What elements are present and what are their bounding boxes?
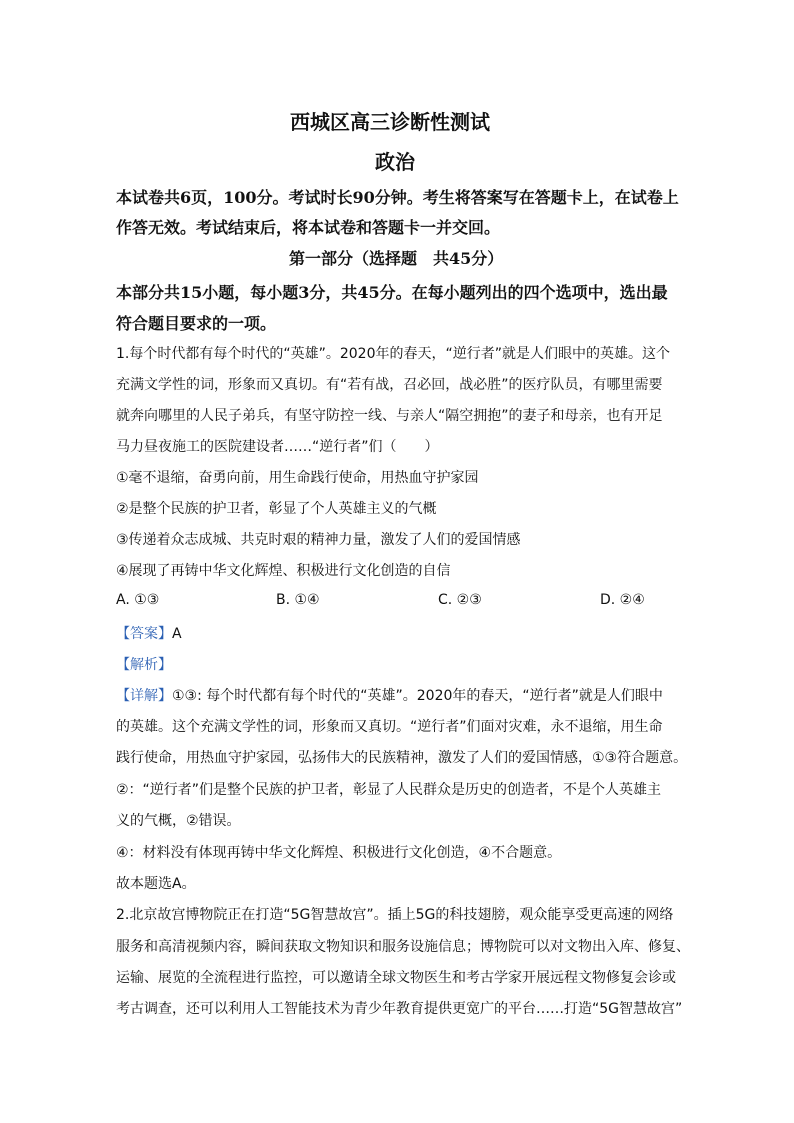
q1-statement-1: ①毫不退缩，奋勇向前，用生命践行使命，用热血守护家园 [116, 470, 479, 486]
exam-title: 西城区高三诊断性测试 [290, 110, 490, 134]
q1-answer-row [116, 623, 182, 643]
instruction-line-1: 本试卷共6页，100分。考试时长90分钟。考生将答案写在答题卡上，在试卷上 [116, 188, 679, 207]
instruction-line-2: 作答无效。考试结束后，将本试卷和答题卡一并交回。 [116, 218, 501, 237]
q2-stem-line-2: 服务和高清视频内容，瞬间获取文物知识和服务设施信息；博物院可以对文物出入库、修复、 [116, 939, 690, 955]
q1-detail-line-5: 义的气概，②错误。 [116, 813, 241, 829]
q1-option-b: B. ①④ [276, 592, 320, 608]
answer-label: 【答案】 [116, 626, 172, 642]
q1-detail-line-4: ②：“逆行者”们是整个民族的护卫者，彰显了人民群众是历史的创造者，不是个人英雄主 [116, 782, 662, 798]
q2-stem-line-1: 2.北京故宫博物院正在打造“5G智慧故宫”。插上5G的科技翅膀，观众能享受更高速的网络 [116, 907, 674, 923]
q1-statement-2: ②是整个民族的护卫者，彰显了个人英雄主义的气概 [116, 501, 437, 517]
section-desc-line-2: 符合题目要求的一项。 [116, 314, 277, 333]
q2-stem-line-4: 考古调查，还可以利用人工智能技术为青少年教育提供更宽广的平台……打造“5G智慧故宫” [116, 1001, 683, 1017]
q1-option-d: D. ②④ [600, 592, 645, 608]
analysis-label: 【解析】 [116, 657, 172, 673]
q1-statement-4: ④展现了再铸中华文化辉煌、积极进行文化创造的自信 [116, 563, 451, 579]
q1-option-c: C. ②③ [438, 592, 482, 608]
q1-statement-3: ③传递着众志成城、共克时艰的精神力量，激发了人们的爱国情感 [116, 532, 521, 548]
q1-detail-line-3: 践行使命，用热血守护家园，弘扬伟大的民族精神，激发了人们的爱国情感，①③符合题意。 [116, 750, 688, 766]
q1-detail-line-2: 的英雄。这个充满文学性的词，形象而又真切。“逆行者”们面对灾难，永不退缩，用生命 [116, 719, 663, 735]
section-desc-line-1: 本部分共15小题，每小题3分，共45分。在每小题列出的四个选项中，选出最 [116, 283, 668, 302]
subject-title: 政治 [375, 150, 415, 174]
q1-stem-line-2: 充满文学性的词，形象而又真切。有“若有战，召必回，战必胜”的医疗队员，有哪里需要 [116, 377, 663, 393]
q2-stem-line-3: 运输、展览的全流程进行监控，可以邀请全球文物医生和考古学家开展远程文物修复会诊或 [116, 970, 676, 986]
q1-detail-line-1 [116, 685, 663, 705]
q1-stem-line-1: 1.每个时代都有每个时代的“英雄”。2020年的春天，“逆行者”就是人们眼中的英雄。这个 [116, 346, 670, 362]
q1-stem-line-4: 马力昼夜施工的医院建设者……“逆行者”们（ ） [116, 439, 439, 455]
q1-option-a: A. ①③ [116, 592, 160, 608]
answer-value: A [172, 626, 182, 642]
q1-detail-text-1: ①③: 每个时代都有每个时代的“英雄”。2020年的春天，“逆行者”就是人们眼中 [172, 688, 663, 704]
q1-stem-line-3: 就奔向哪里的人民子弟兵，有坚守防控一线、与亲人“隔空拥抱”的妻子和母亲，也有开足 [116, 408, 663, 424]
q1-detail-line-6: ④：材料没有体现再铸中华文化辉煌、积极进行文化创造，④不合题意。 [116, 845, 562, 861]
section-title: 第一部分（选择题 共45分） [289, 249, 504, 268]
detail-label: 【详解】 [116, 688, 172, 704]
q1-detail-line-7: 故本题选A。 [116, 876, 196, 892]
